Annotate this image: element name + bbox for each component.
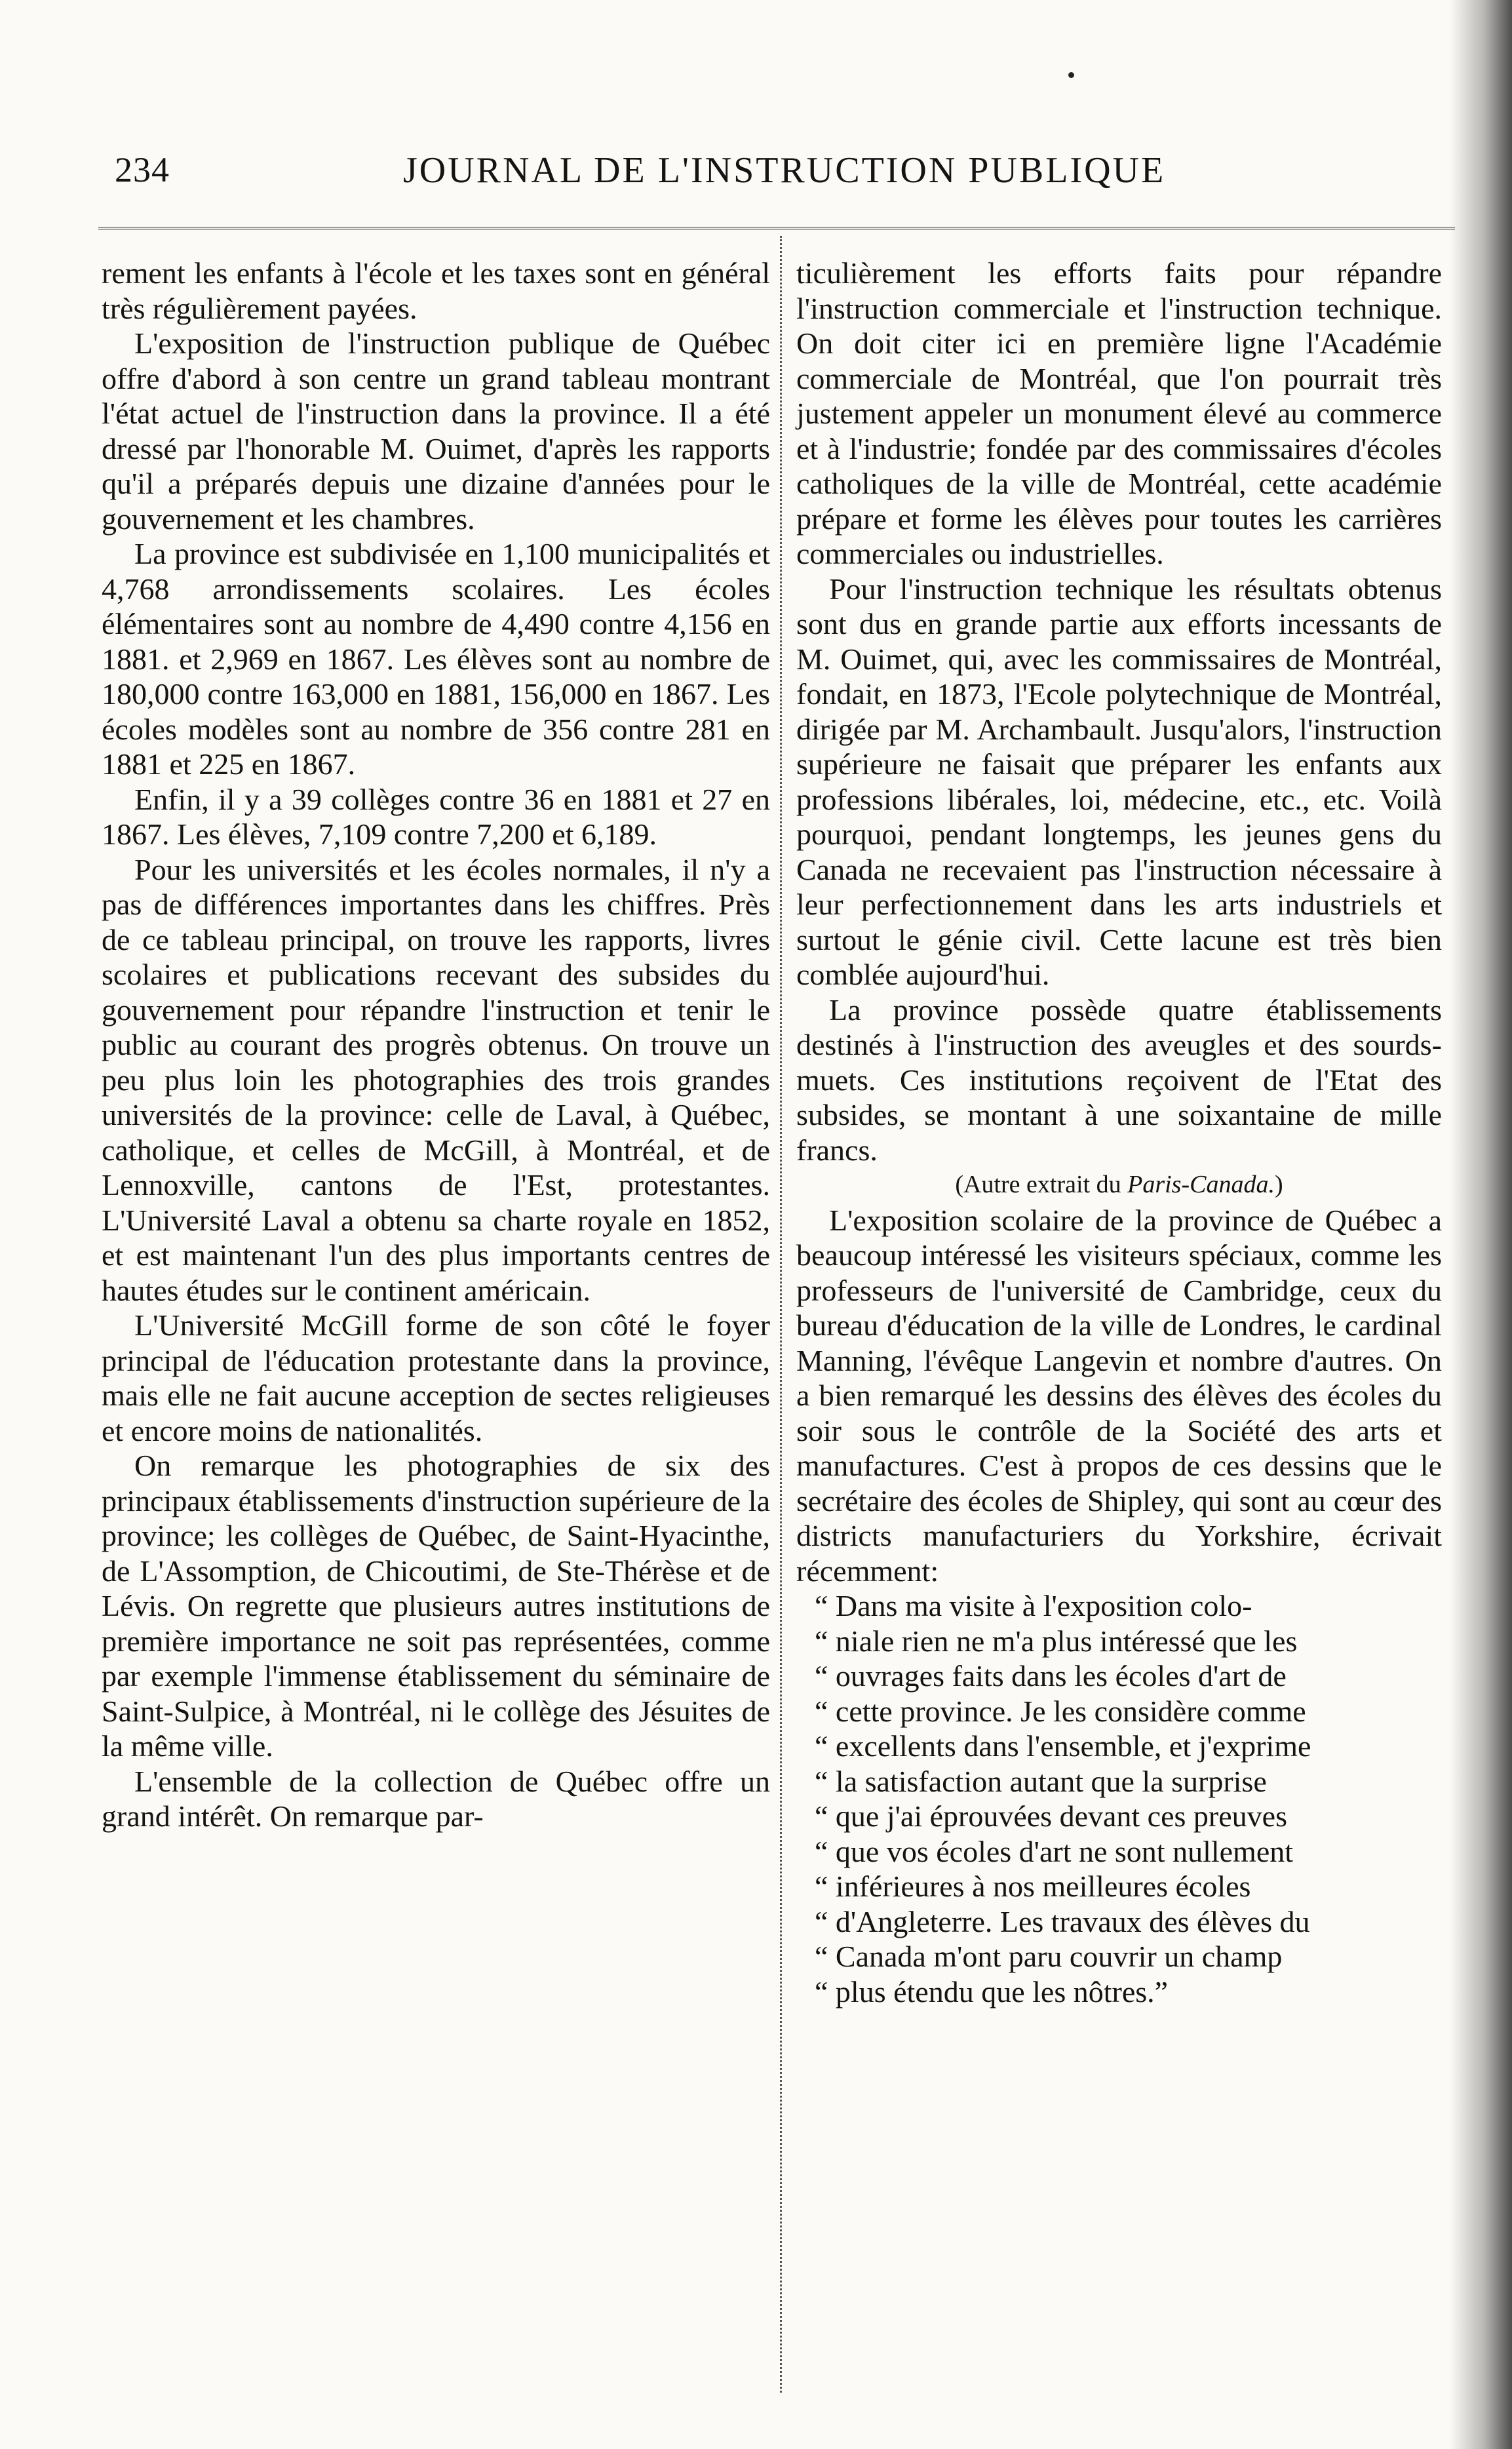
page-edge-shadow (1450, 0, 1512, 2449)
source-note-suffix: ) (1274, 1171, 1283, 1198)
quote-line: “ plus étendu que les nôtres.” (815, 1974, 1169, 2008)
right-paragraph: Pour l'instruction technique les résultats obtenus sont dus en grande partie aux efforts incessants de M. Ouimet, qui, avec les commissaires de Montréal, fondait, en 1873, l'Ecole polytechnique de Montréal, dirigée par M. Archambault. Jusqu'alors, l'instruction supérieure ne faisait que préparer les enfants aux professions libérales, loi, médecine, etc., etc. Voilà pourquoi, pendant longtemps, les jeunes gens du Canada ne recevaient pas l'instruction nécessaire à leur perfectionnement dans les arts industriels et surtout le génie civil. Cette lacune est très bien comblée aujourd'hui. (796, 572, 1442, 991)
quote-line: “ inférieures à nos meilleures écoles (815, 1870, 1251, 1903)
header-rule (98, 227, 1455, 229)
left-paragraph: On remarque les photographies de six des principaux établissements d'instruction supérieure de la province; les collèges de Québec, de Saint-Hyacinthe, de L'Assomption, de Chicoutimi, de Ste-Thérèse et de Lévis. On regrette que plusieurs autres institutions de première importance ne soit pas représentées, comme par exemple l'immense établissement du séminaire de Saint-Sulpice, à Montréal, ni le collège des Jésuites de la même ville. (102, 1449, 770, 1763)
left-paragraph: L'Université McGill forme de son côté le foyer principal de l'éducation protestante dans la province, mais elle ne fait aucune acception de sectes religieuses et encore moins de nationalités. (102, 1308, 770, 1447)
page-header (115, 143, 1196, 202)
quote-line: “ niale rien ne m'a plus intéressé que les (815, 1624, 1298, 1658)
source-note-prefix: (Autre extrait du (955, 1171, 1128, 1198)
quote-line: “ la satisfaction autant que la surprise (815, 1764, 1267, 1798)
left-paragraph: Pour les universités et les écoles normales, il n'y a pas de différences importantes dans les chiffres. Près de ce tableau principal, on trouve les rapports, livres scolaires et publications recevant des subsides du gouvernement pour répandre l'instruction et tenir le public au courant des progrès obtenus. On trouve un peu plus loin les photographies des trois grandes universités de la province: celle de Laval, à Québec, catholique, et celles de McGill, à Montréal, et de Lennoxville, cantons de l'Est, protestantes. L'Université Laval a obtenu sa charte royale en 1852, et est maintenant l'un des plus importants centres de hautes études sur le continent américain. (102, 852, 770, 1307)
left-paragraph: Enfin, il y a 39 collèges contre 36 en 1881 et 27 en 1867. Les élèves, 7,109 contre 7,200 et 6,189. (102, 782, 770, 851)
right-paragraph: La province possède quatre établissements destinés à l'instruction des aveugles et des sourds-muets. Ces institutions reçoivent de l'Etat des subsides, se montant à une soixantaine de mille francs. (796, 992, 1442, 1167)
left-paragraph: La province est subdivisée en 1,100 municipalités et 4,768 arrondissements scolaires. Les écoles élémentaires sont au nombre de 4,490 contre 4,156 en 1881. et 2,969 en 1867. Les élèves sont au nombre de 180,000 contre 163,000 en 1881, 156,000 en 1867. Les écoles modèles sont au nombre de 356 contre 281 en 1881 et 225 en 1867. (102, 537, 770, 781)
journal-title: JOURNAL DE L'INSTRUCTION PUBLIQUE (403, 150, 1166, 191)
quote-line: “ excellents dans l'ensemble, et j'exprime (815, 1729, 1311, 1763)
column-divider (780, 236, 782, 2393)
ink-speck (1068, 72, 1074, 78)
page-number: 234 (115, 150, 170, 189)
left-paragraph: L'ensemble de la collection de Québec offre un grand intérêt. On remarque par- (102, 1764, 770, 1833)
source-note-title: Paris-Canada. (1127, 1171, 1275, 1198)
quotation-block (796, 1588, 1442, 2009)
right-paragraph: L'exposition scolaire de la province de Québec a beaucoup intéressé les visiteurs spéciaux, comme les professeurs de l'université de Cambridge, ceux du bureau d'éducation de la ville de Londres, le cardinal Manning, l'évêque Langevin et nombre d'autres. On a bien remarqué les dessins des élèves des écoles du soir sous le contrôle de la Société des arts et manufactures. C'est à propos de ces dessins que le secrétaire des écoles de Shipley, qui sont au cœur des districts manufacturiers du Yorkshire, écrivait récemment: (796, 1203, 1442, 1588)
source-note (796, 1167, 1442, 1203)
left-paragraph: L'exposition de l'instruction publique de Québec offre d'abord à son centre un grand tableau montrant l'état actuel de l'instruction dans la province. Il a été dressé par l'honorable M. Ouimet, d'après les rapports qu'il a préparés depuis une dizaine d'années pour le gouvernement et les chambres. (102, 326, 770, 536)
quote-line: “ Dans ma visite à l'exposition colo- (815, 1589, 1252, 1622)
right-column (796, 256, 1442, 2009)
quote-line: “ d'Angleterre. Les travaux des élèves du (815, 1904, 1310, 1938)
quote-line: “ que vos écoles d'art ne sont nullement (815, 1834, 1294, 1868)
left-paragraph: rement les enfants à l'école et les taxes sont en général très régulièrement payées. (102, 256, 770, 325)
quote-line: “ Canada m'ont paru couvrir un champ (815, 1940, 1283, 1973)
quote-line: “ que j'ai éprouvées devant ces preuves (815, 1799, 1287, 1833)
quote-line: “ ouvrages faits dans les écoles d'art de (815, 1659, 1287, 1693)
right-paragraph: ticulièrement les efforts faits pour répandre l'instruction commerciale et l'instruction technique. On doit citer ici en première ligne l'Académie commerciale de Montréal, que l'on pourrait très justement appeler un monument élevé au commerce et à l'industrie; fondée par des commissaires d'écoles catholiques de la ville de Montréal, cette académie prépare et forme les élèves pour toutes les carrières commerciales ou industrielles. (796, 256, 1442, 570)
left-column (102, 256, 770, 1834)
quote-line: “ cette province. Je les considère comme (815, 1694, 1306, 1728)
